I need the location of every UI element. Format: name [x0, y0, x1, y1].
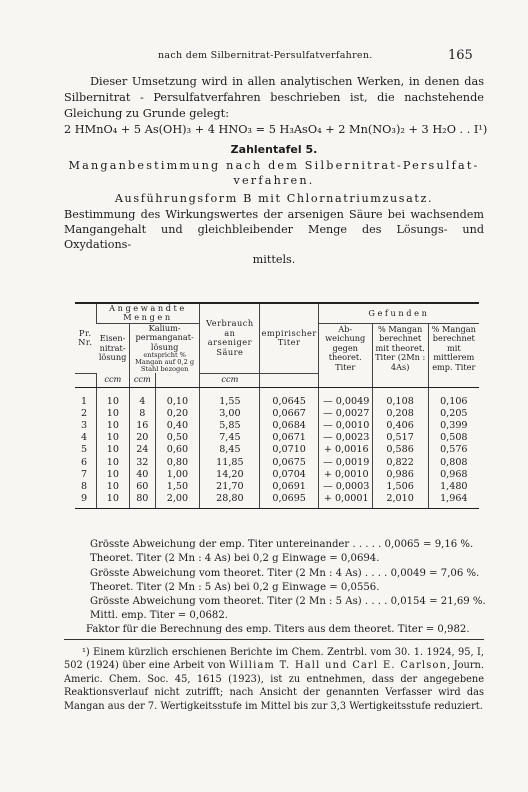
table-number: Zahlentafel 5. — [230, 143, 318, 157]
table-cell: 0,20 — [155, 408, 200, 420]
table-cell: 0,0675 — [260, 457, 318, 469]
note-line: Mittl. emp. Titer = 0,0682. — [90, 610, 228, 622]
unit-cell: ccm — [200, 373, 260, 387]
table-cell: + 0,0001 — [318, 493, 372, 509]
table-cell: 4 — [81, 432, 88, 444]
unit-cell — [318, 373, 372, 387]
header-mn-empirical: % Mangan berechnet mit mittlerem emp. Titer — [428, 323, 479, 373]
table-row — [75, 493, 479, 509]
table-row — [75, 432, 479, 444]
running-title: nach dem Silbernitrat-Persulfatverfahren. — [158, 50, 373, 61]
table-cell: 9 — [75, 493, 96, 509]
footnote-text-end: , Journ. Americ. Chem. Soc. 45, 1615 (1923), ist zu entnehmen, dass der angegebene Reaktionsverlauf nicht zutrifft; nach Ansicht der genannten Verfasser wird das Mangan aus der 7. Wertigkeitsstufe im Mittel bis zur 3,3 Wertigkeitsstufe reduziert. — [64, 660, 484, 712]
table-cell: + 0,0016 — [318, 444, 372, 456]
table-cell: 6 — [81, 456, 88, 468]
table-subtitle: Ausführungsform B mit Chlornatriumzusatz. — [114, 192, 434, 206]
table-cell: 1,00 — [155, 469, 200, 481]
table-body — [75, 387, 479, 509]
table-description: Bestimmung des Wirkungswertes der arsenigen Säure bei wachsendem Mangangehalt und gleichbleibender Menge des Lösungs- und Oxydations- — [64, 208, 484, 251]
table-cell: 7 — [81, 468, 88, 480]
header-permanganate-label: Kalium- permanganat- lösung — [135, 322, 194, 352]
table-cell: 0,106 — [428, 387, 479, 408]
table-cell: 0,406 — [372, 420, 428, 432]
body-text — [64, 74, 488, 267]
conversion-factor: Faktor für die Berechnung des emp. Titers aus dem theoret. Titer = 0,982. — [86, 624, 470, 635]
table-cell: 0,10 — [155, 387, 200, 408]
table-cell: 1,964 — [428, 493, 479, 509]
table-cell: 10 — [96, 493, 129, 509]
table-cell: 1,50 — [155, 481, 200, 493]
note-line: Grösste Abweichung vom theoret. Titer (2 Mn : 5 As) . . . . 0,0154 = 21,69 %. — [90, 596, 486, 608]
table-title-line1: Manganbestimmung nach dem Silbernitrat-Persulfat- — [68, 159, 480, 173]
table-cell: 60 — [130, 481, 156, 493]
table-cell: 2,010 — [372, 493, 428, 509]
table-row — [75, 444, 479, 456]
table-cell: 0,0671 — [260, 432, 318, 444]
table-cell: — 0,0010 — [318, 420, 372, 432]
table-cell: 0,576 — [428, 444, 479, 456]
header-deviation: Ab- weichung gegen theoret. Titer — [318, 323, 372, 373]
table-row — [75, 420, 479, 432]
header-permanganate — [130, 323, 200, 373]
table-cell: 10 — [96, 469, 129, 481]
table-row — [75, 457, 479, 469]
table-cell: 1,55 — [200, 387, 260, 408]
table-cell: 0,0645 — [260, 387, 318, 408]
table-cell: 0,40 — [155, 420, 200, 432]
unit-cell — [260, 373, 318, 387]
running-head — [0, 50, 528, 64]
table-cell: 0,0684 — [260, 420, 318, 432]
footnote-text-start: ¹) Einem kürzlich erschienen Berichte im Chem. Zentrbl. vom 30. 1. 1924, 95, I, 502 (1924) über eine Arbeit von — [64, 647, 484, 672]
table-cell: 8 — [130, 408, 156, 420]
table-cell: 28,80 — [200, 493, 260, 509]
table-cell: — 0,0049 — [318, 387, 372, 408]
table-cell: 0,808 — [428, 457, 479, 469]
header-group-used: Angewandte Mengen — [96, 303, 200, 323]
unit-cell — [428, 373, 479, 387]
table-header-units — [75, 373, 479, 387]
table-cell: + 0,0010 — [318, 469, 372, 481]
table-cell: 0,0695 — [260, 493, 318, 509]
table-cell: 0,80 — [155, 457, 200, 469]
table-cell: 0,0704 — [260, 469, 318, 481]
table-cell: 20 — [130, 432, 156, 444]
table-cell: 1,480 — [428, 481, 479, 493]
table-cell: 11,85 — [200, 457, 260, 469]
note-line: Grösste Abweichung vom theoret. Titer (2 Mn : 4 As) . . . . 0,0049 = 7,06 %. — [90, 567, 480, 579]
table-cell: 0,108 — [372, 387, 428, 408]
table-cell: 14,20 — [200, 469, 260, 481]
table-cell: 8 — [81, 480, 88, 492]
header-nr: Pr. Nr. — [75, 303, 96, 373]
header-iron-nitrate: Eisen- nitrat- lösung — [98, 333, 127, 363]
table-cell: 0,205 — [428, 408, 479, 420]
table-row — [75, 408, 479, 420]
table-cell: — 0,0023 — [318, 432, 372, 444]
table-row — [75, 387, 479, 408]
table-cell: 0,0710 — [260, 444, 318, 456]
table-cell: — 0,0003 — [318, 481, 372, 493]
table-row — [75, 481, 479, 493]
table-title-line2: verfahren. — [233, 174, 315, 188]
table-cell: 10 — [96, 420, 129, 432]
table-cell: 3,00 — [200, 408, 260, 420]
footnote-authors: William T. Hall und Carl E. Carlson — [229, 660, 448, 672]
table-cell: 0,399 — [428, 420, 479, 432]
table-cell: 24 — [130, 444, 156, 456]
table-cell: 4 — [130, 387, 156, 408]
table-row — [75, 469, 479, 481]
header-emp-titer: empirischer Titer — [260, 303, 318, 373]
table-cell: 0,968 — [428, 469, 479, 481]
unit-cell: ccm — [96, 373, 129, 387]
reaction-equation: 2 HMnO₄ + 5 As(OH)₃ + 4 HNO₃ = 5 H₃AsO₄ + 2 Mn(NO₃)₂ + 3 H₂O . . I¹) — [64, 123, 488, 137]
table-cell: 0,822 — [372, 457, 428, 469]
unit-cell — [75, 373, 96, 387]
table-cell: 7,45 — [200, 432, 260, 444]
table-cell: 3 — [81, 419, 88, 431]
table-cell: 80 — [130, 493, 156, 509]
header-mn-theoretical: % Mangan berechnet mit theoret. Titer (2Mn : 4As) — [372, 323, 428, 373]
table-cell: 10 — [96, 481, 129, 493]
table-cell: 1 — [81, 395, 88, 407]
header-consumption: Verbrauch an arseniger Säure — [200, 303, 260, 373]
table-cell: 10 — [96, 444, 129, 456]
header-permanganate-note: entspricht % Mangan auf 0,2 g Stahl bezogen — [135, 351, 195, 374]
note-line: Theoret. Titer (2 Mn : 5 As) bei 0,2 g Einwage = 0,0556. — [90, 581, 380, 593]
table-cell: 0,0691 — [260, 481, 318, 493]
intro-paragraph: Dieser Umsetzung wird in allen analytischen Werken, in denen das Silbernitrat - Persulfatverfahren beschrieben ist, die nachstehende Gleichung zu Grunde gelegt: — [64, 75, 484, 120]
page-number: 165 — [448, 48, 473, 63]
table-cell: 40 — [130, 469, 156, 481]
unit-cell: ccm — [130, 373, 156, 387]
table-cell: 5 — [81, 444, 88, 456]
table-cell: 32 — [130, 457, 156, 469]
table-cell: 0,508 — [428, 432, 479, 444]
table-cell: — 0,0019 — [318, 457, 372, 469]
table-cell: 16 — [130, 420, 156, 432]
note-line: Grösste Abweichung der emp. Titer untereinander . . . . . 0,0065 = 9,16 %. — [90, 539, 474, 550]
unit-cell — [372, 373, 428, 387]
table-cell: 21,70 — [200, 481, 260, 493]
table-cell: 0,517 — [372, 432, 428, 444]
table-cell: 1,506 — [372, 481, 428, 493]
table-cell: 8,45 — [200, 444, 260, 456]
table-cell: 0,208 — [372, 408, 428, 420]
table-cell: 2 — [81, 407, 88, 419]
table-cell: 0,0667 — [260, 408, 318, 420]
header-group-found: Gefunden — [318, 303, 479, 323]
table-cell: 10 — [96, 387, 129, 408]
table-cell: 10 — [96, 457, 129, 469]
table-header-groups — [75, 303, 479, 323]
table-cell: — 0,0027 — [318, 408, 372, 420]
table-cell: 10 — [96, 408, 129, 420]
table-cell: 5,85 — [200, 420, 260, 432]
summary-notes — [90, 538, 490, 624]
table-cell: 0,60 — [155, 444, 200, 456]
table-cell: 10 — [96, 432, 129, 444]
results-table — [75, 302, 479, 509]
footnote-divider — [64, 639, 484, 640]
table-cell: 0,586 — [372, 444, 428, 456]
table-cell: 2,00 — [155, 493, 200, 509]
table-cell: 0,986 — [372, 469, 428, 481]
table-description-end: mittels. — [252, 252, 296, 266]
unit-cell — [155, 373, 200, 387]
footnote — [64, 646, 484, 713]
table-cell: 0,50 — [155, 432, 200, 444]
note-line: Theoret. Titer (2 Mn : 4 As) bei 0,2 g Einwage = 0,0694. — [90, 553, 380, 565]
